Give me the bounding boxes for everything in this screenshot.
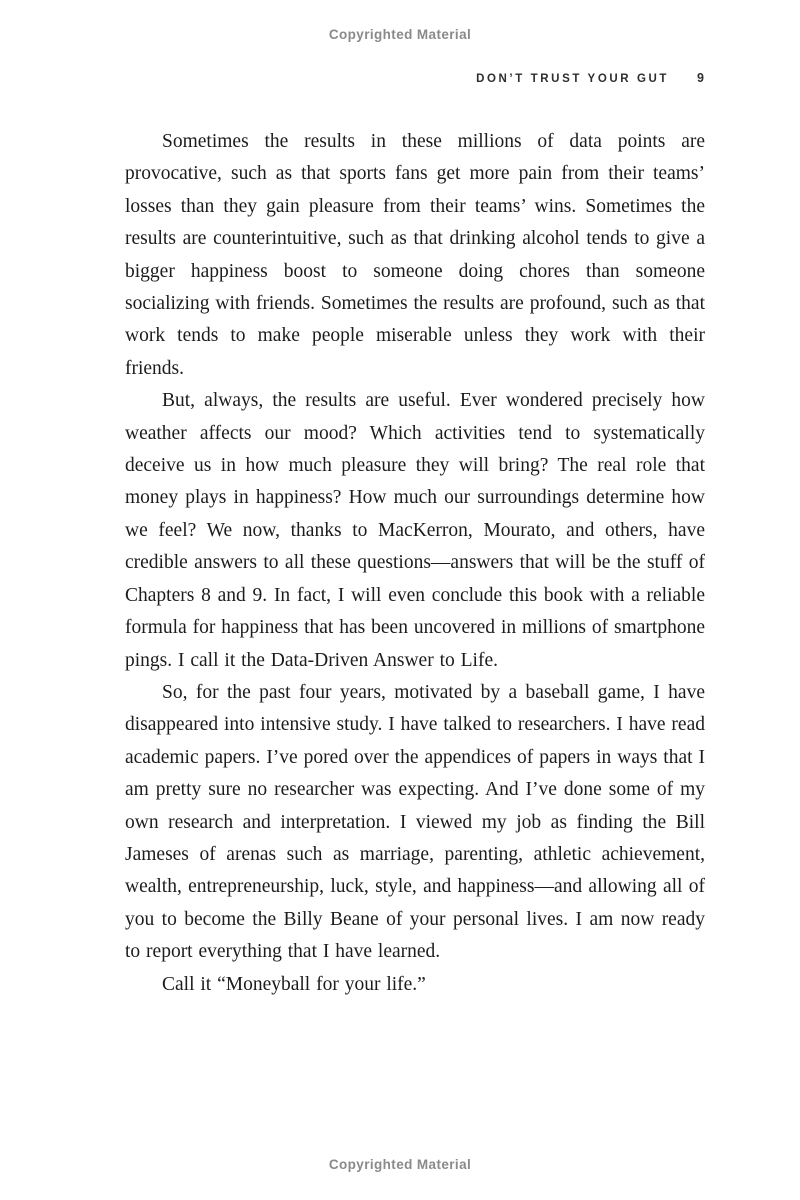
- running-header-title: DON’T TRUST YOUR GUT: [476, 73, 670, 85]
- paragraph-1: Sometimes the results in these millions of data points are provocative, such as that sports fans get more pain from their teams’ losses than they gain pleasure from their teams’ wins. Sometimes the results are counterintuitive, such as that drinking alcohol tends to give a bigger happiness boost to someone doing chores than someone socializing with friends. Sometimes the results are profound, such as that work tends to make people miserable unless they work with their friends.: [125, 131, 705, 379]
- paragraph-2: But, always, the results are useful. Ever wondered precisely how weather affects our mood? Which activities tend to systematically deceive us in how much pleasure they will bring? The real role that money plays in happiness? How much our surroundings determine how we feel? We now, thanks to MacKerron, Mourato, and others, have credible answers to all these questions—answers that will be the stuff of Chapters 8 and 9. In fact, I will even conclude this book with a reliable formula for happiness that has been uncovered in millions of smartphone pings. I call it the Data-Driven Answer to Life.: [125, 390, 705, 671]
- page-number: 9: [697, 71, 705, 85]
- paragraph-3: So, for the past four years, motivated by a baseball game, I have disappeared into intensive study. I have talked to researchers. I have read academic papers. I’ve pored over the appendices of papers in ways that I am pretty sure no researcher was expecting. And I’ve done some of my own research and interpretation. I viewed my job as finding the Bill Jameses of arenas such as marriage, parenting, athletic achievement, wealth, entrepreneurship, luck, style, and happiness—and allowing all of you to become the Billy Beane of your personal lives. I am now ready to report everything that I have learned.: [125, 681, 705, 963]
- paragraph-4: Call it “Moneyball for your life.”: [162, 973, 426, 995]
- copyright-notice-top: Copyrighted Material: [328, 27, 472, 42]
- body-text-block: [125, 126, 705, 1001]
- running-header: [125, 71, 705, 85]
- copyright-notice-bottom: Copyrighted Material: [328, 1157, 472, 1172]
